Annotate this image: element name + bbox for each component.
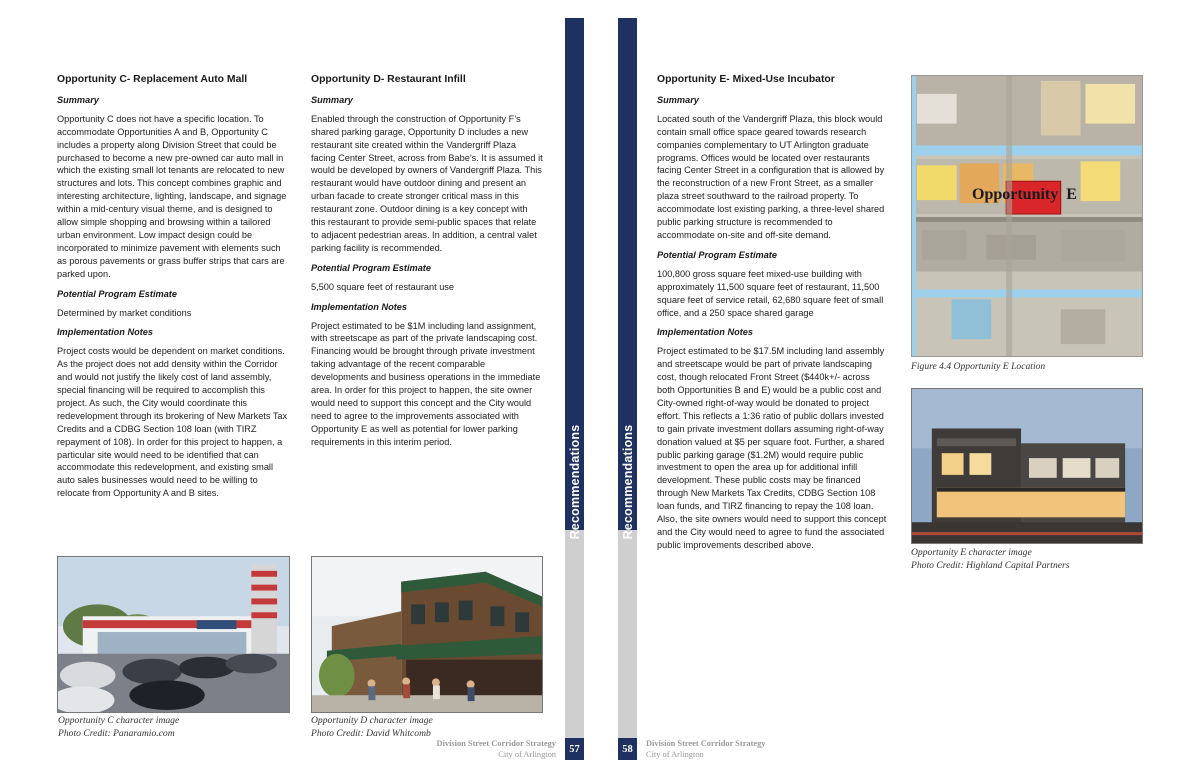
opportunity-d-column bbox=[311, 74, 543, 455]
opportunity-e-title: Opportunity E- Mixed-Use Incubator bbox=[657, 74, 835, 85]
left-footer-city: City of Arlington bbox=[498, 750, 556, 759]
opportunity-e-estimate: 100,800 gross square feet mixed-use building with approximately 11,500 square feet of restaurant, 11,500 square feet of service retail, 62,680 square feet of small office, and a 250 space shared garage bbox=[657, 268, 884, 318]
opportunity-c-caption bbox=[58, 715, 291, 740]
opportunity-e-map-caption: Figure 4.4 Opportunity E Location bbox=[911, 361, 1046, 372]
opportunity-e-summary-heading: Summary bbox=[657, 94, 699, 105]
opportunity-c-estimate-heading: Potential Program Estimate bbox=[57, 288, 177, 299]
left-page-band bbox=[565, 18, 584, 760]
opportunity-c-notes: Project costs would be dependent on market conditions. As the project does not add density within the Corridor and would not justify the likely cost of land assembly, special financing will be required to accomplish this project. As such, the City would coordinate this redevelopment through its brokering of New Markets Tax Credits and a CDBG Section 108 loan (with TIRZ repayment of 108). In order for this project to happen, a particular site would need to be identified that can accommodate this redevelopment, and existing small auto sales businesses would need to be willing to relocate from Opportunity A and B sites. bbox=[57, 346, 288, 499]
page-number-58: 58 bbox=[618, 738, 637, 760]
opportunity-e-map-label: Opportunity E bbox=[972, 186, 1077, 203]
opportunity-d-estimate: 5,500 square feet of restaurant use bbox=[311, 281, 455, 292]
right-footer-title: Division Street Corridor Strategy bbox=[646, 739, 766, 748]
opportunity-e-summary: Located south of the Vandergriff Plaza, this block would contain small office space geared towards research companies complementary to UT Arlington graduate programs. Offices would be located over restaurants facing Center Street in a configuration that is allowed by the reconstruction of a new Front Street, as a smaller plaza street southward to the railroad property. To accommodate lost existing parking, a three-level shared public parking structure is recommended to accommodate on-site and off-site demand. bbox=[657, 113, 885, 240]
left-footer-title: Division Street Corridor Strategy bbox=[436, 739, 556, 748]
opportunity-d-summary: Enabled through the construction of Opportunity F’s shared parking garage, Opportunity D includes a new restaurant site created within the Vandergriff Plaza facing Center Street, across from Babe’s. It is assumed it would be developed by owners of Vandergriff Plaza. This restaurant would have outdoor dining and present an urban facade to create stronger critical mass in this restaurant zone. Outdoor dining is a key concept with this restaurant to provide semi-public spaces that relate to adjacent pedestrian areas. In addition, a central valet parking facility is recommended. bbox=[311, 113, 543, 253]
opportunity-c-notes-heading: Implementation Notes bbox=[57, 327, 153, 338]
right-footer-city: City of Arlington bbox=[646, 750, 704, 759]
opportunity-c-summary-heading: Summary bbox=[57, 94, 99, 105]
opportunity-d-title: Opportunity D- Restaurant Infill bbox=[311, 74, 466, 85]
opportunity-c-column bbox=[57, 74, 290, 506]
opportunity-e-notes: Project estimated to be $17.5M including land assembly and streetscape would be part of private landscaping cost, though relocated Front Street ($440k+/- across both Opportunities B and E) would be a public cost and City-owned right-of-way would be donated to project effort. This reflects a 1:36 ratio of public dollars invested to gain private investment dollars assuming right-of-way donation valued at $5 per square foot. Further, a shared public parking garage ($1.2M) would require public investment to open the area up for additional infill development. These public costs may be financed through New Markets Tax Credits, CDBG Section 108 loan funds, and TIRZ financing to repay the 108 loan. Also, the site owners would need to support this concept and the City would need to agree to fund the associated public improvements described above. bbox=[657, 346, 887, 550]
left-band-navy bbox=[565, 18, 584, 540]
right-band-navy bbox=[618, 18, 637, 540]
opportunity-c-estimate: Determined by market conditions bbox=[57, 307, 192, 318]
opportunity-e-photo-caption bbox=[911, 547, 1143, 572]
opportunity-c-summary: Opportunity C does not have a specific location. To accommodate Opportunities A and B, Opportunity C includes a property along Division Street that could be purchased to become a new pre-owned car auto mall in which the existing small lot tenants are relocated to new structures and lots. This concept combines graphic and interesting architecture, lighting, landscape, and signage within a mid-century visual theme, and is designed to allow simple shopping and browsing within a tailored urban environment. Low impact design could be incorporated to minimize pavement with elements such as porous pavements or grass buffer strips that cars are parked upon. bbox=[57, 113, 287, 279]
right-page-band bbox=[618, 18, 637, 760]
left-band-label: Recommendations bbox=[567, 424, 582, 540]
opportunity-d-photo-credit: Photo Credit: David Whitcomb bbox=[311, 727, 431, 739]
opportunity-d-photo bbox=[311, 556, 543, 713]
right-page-footer bbox=[646, 738, 806, 760]
opportunity-d-caption bbox=[311, 715, 511, 740]
opportunity-e-caption-title: Opportunity E character image bbox=[911, 547, 1032, 558]
opportunity-d-estimate-heading: Potential Program Estimate bbox=[311, 262, 431, 273]
opportunity-c-photo bbox=[57, 556, 290, 713]
left-page-footer bbox=[400, 738, 556, 760]
right-band-label: Recommendations bbox=[620, 424, 635, 540]
opportunity-e-notes-heading: Implementation Notes bbox=[657, 327, 753, 338]
opportunity-e-location-map bbox=[911, 75, 1143, 357]
opportunity-e-column bbox=[657, 74, 890, 558]
opportunity-c-photo-credit: Photo Credit: Panaramio.com bbox=[58, 727, 175, 739]
opportunity-e-photo bbox=[911, 388, 1143, 544]
opportunity-d-caption-title: Opportunity D character image bbox=[311, 715, 433, 726]
opportunity-e-estimate-heading: Potential Program Estimate bbox=[657, 249, 777, 260]
opportunity-c-caption-title: Opportunity C character image bbox=[58, 715, 180, 726]
opportunity-c-title: Opportunity C- Replacement Auto Mall bbox=[57, 74, 248, 85]
page-number-57: 57 bbox=[565, 738, 584, 760]
opportunity-d-notes: Project estimated to be $1M including land assignment, with streetscape as part of the private landscaping cost. Financing would be brought through private investment taking advantage of the recent comparable developments and business operations in the immediate area. In order for this project to happen, the site owner would need to support this concept and the City would need to agree to the improvements associated with Opportunity E as well as potential for lower parking requirements in this interim period. bbox=[311, 320, 541, 447]
opportunity-d-summary-heading: Summary bbox=[311, 94, 353, 105]
opportunity-d-notes-heading: Implementation Notes bbox=[311, 301, 407, 312]
opportunity-e-photo-credit: Photo Credit: Highland Capital Partners bbox=[911, 559, 1070, 571]
